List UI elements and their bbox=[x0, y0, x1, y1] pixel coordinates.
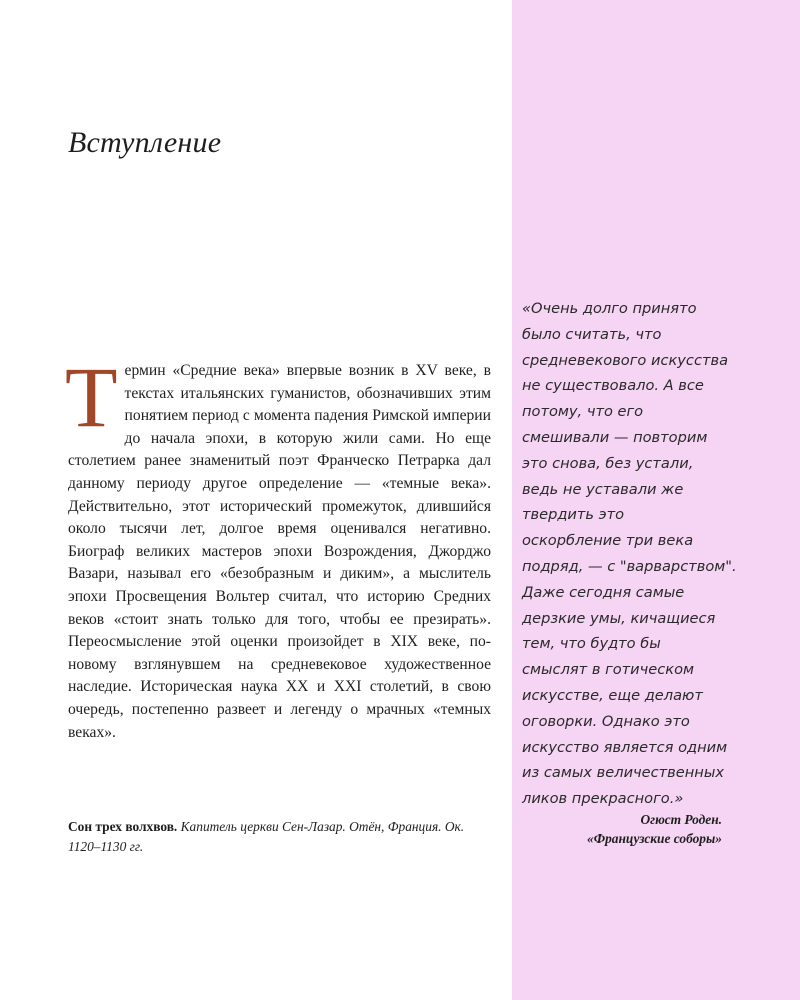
drop-cap: Т bbox=[65, 349, 118, 445]
image-caption bbox=[68, 817, 468, 857]
quote-line: было считать, что bbox=[522, 325, 662, 343]
body-text bbox=[65, 349, 491, 744]
quote-line: средневекового искусства bbox=[522, 351, 729, 369]
caption-text: Капитель церкви Сен-Лазар. Отён, Франция. Ок. 1120–1130 гг. bbox=[68, 819, 465, 854]
attribution-work: «Французские соборы» bbox=[587, 831, 722, 846]
quote-line: дерзкие умы, кичащиеся bbox=[522, 609, 716, 627]
quote-line: тем, что будто бы bbox=[522, 635, 661, 653]
quote-line: «Очень долго принято bbox=[522, 300, 697, 317]
attribution-author: Огюст Роден. bbox=[640, 812, 722, 827]
quote-line: потому, что его bbox=[522, 403, 644, 421]
quote-line: оскорбление три века bbox=[522, 532, 694, 550]
quote-line: ликов прекрасного.» bbox=[522, 790, 684, 808]
quote-line: оговорки. Однако это bbox=[522, 712, 690, 730]
quote-line: из самых величественных bbox=[522, 764, 724, 782]
quote-line: Даже сегодня самые bbox=[522, 583, 685, 601]
page-title: Вступление bbox=[68, 126, 222, 159]
quote-line: смыслят в готическом bbox=[522, 661, 695, 679]
quote-line: подряд, — с "варварством". bbox=[522, 557, 737, 575]
quote-line: искусстве, еще делают bbox=[522, 686, 703, 704]
quote-line: искусство является одним bbox=[522, 738, 728, 756]
quote-line: твердить это bbox=[522, 506, 625, 524]
pull-quote bbox=[522, 296, 792, 812]
quote-line: смешивали — повторим bbox=[522, 428, 708, 446]
quote-line: не существовало. А все bbox=[522, 377, 704, 395]
quote-line: ведь не уставали же bbox=[522, 480, 684, 498]
caption-title: Сон трех волхвов. bbox=[68, 819, 178, 834]
body-paragraph: ермин «Средние века» впервые возник в XV веке, в текстах итальянских гуманистов, обозначивших этим понятием период с момента падения Римской империи до начала эпохи, в которую жили сами. Но еще столетием ранее знаменитый поэт Франческо Петрарка дал данному периоду другое определение — «темные века». Действительно, этот исторический промежуток, длившийся около тысячи лет, долгое время оценивался негативно. Биограф великих мастеров эпохи Возрождения, Джорджо Вазари, называл его «безобразным и диким», а мыслитель эпохи Просвещения Вольтер считал, что историю Средних веков «стоит знать только для того, чтобы ее презирать». Переосмысление этой оценки произойдет в XIX веке, по-новому взглянувшем на средневековое художественное наследие. Историческая наука XX и XXI столетий, в свою очередь, постепенно развеет и легенду о мрачных «темных веках». bbox=[68, 362, 491, 741]
quote-line: это снова, без устали, bbox=[522, 454, 694, 472]
quote-attribution bbox=[522, 810, 722, 848]
